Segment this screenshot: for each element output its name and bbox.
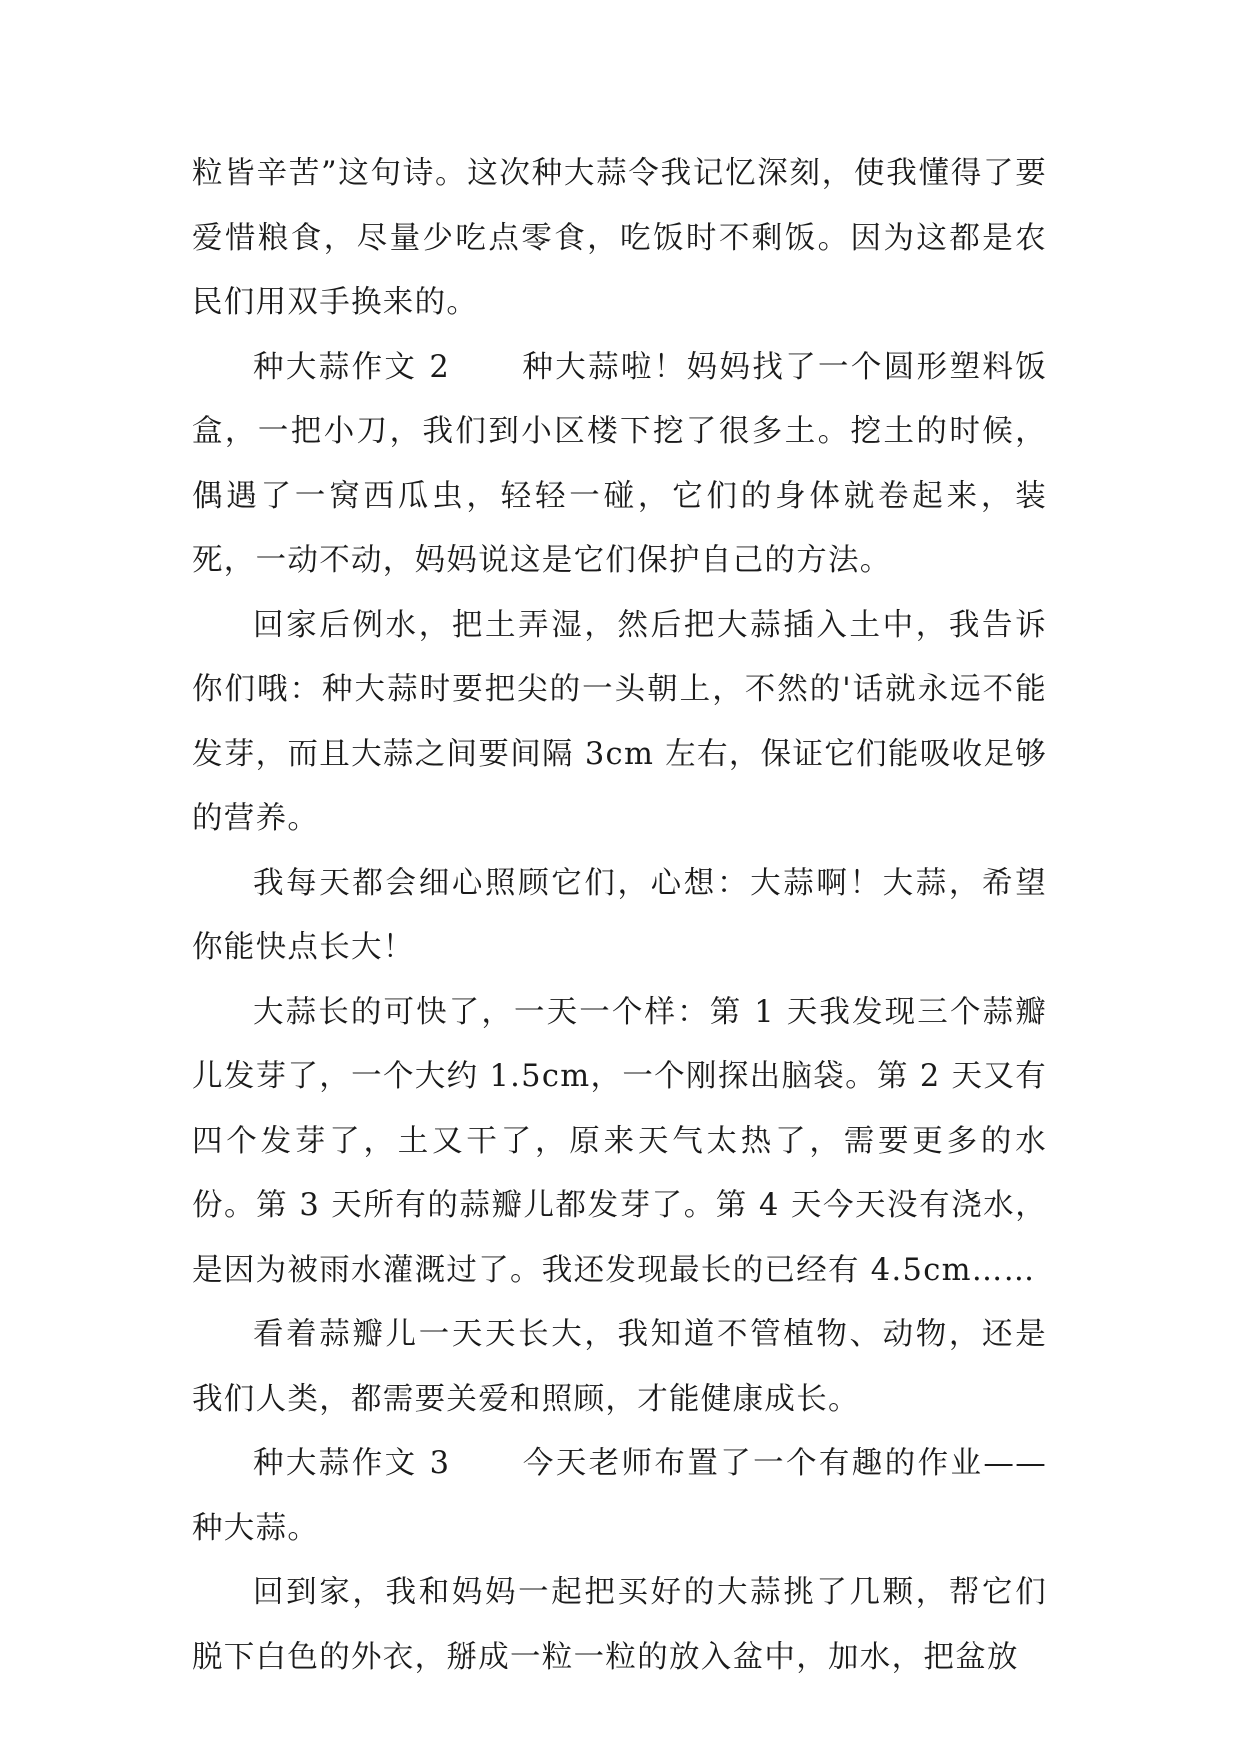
paragraph bbox=[192, 594, 1047, 852]
paragraph-with-heading bbox=[192, 336, 1047, 594]
paragraph bbox=[192, 142, 1047, 336]
paragraph-with-heading bbox=[192, 1432, 1047, 1561]
paragraph bbox=[192, 981, 1047, 1304]
paragraph-text: 回家后例水，把土弄湿，然后把大蒜插入土中，我告诉你们哦：种大蒜时要把尖的一头朝上，不然的'话就永远不能发芽，而且大蒜之间要间隔 3cm 左右，保证它们能吸收足够的营养。 bbox=[192, 607, 1047, 836]
paragraph bbox=[192, 1561, 1047, 1690]
paragraph-text: 看着蒜瓣儿一天天长大，我知道不管植物、动物，还是我们人类，都需要关爱和照顾，才能健康成长。 bbox=[192, 1317, 1047, 1417]
paragraph-text: 粒皆辛苦”这句诗。这次种大蒜令我记忆深刻，使我懂得了要爱惜粮食，尽量少吃点零食，吃饭时不剩饭。因为这都是农民们用双手换来的。 bbox=[192, 156, 1047, 320]
section-heading: 种大蒜作文 3 bbox=[253, 1446, 451, 1481]
paragraph bbox=[192, 852, 1047, 981]
paragraph bbox=[192, 1303, 1047, 1432]
paragraph-text: 种大蒜啦！妈妈找了一个圆形塑料饭盒，一把小刀，我们到小区楼下挖了很多土。挖土的时候，偶遇了一窝西瓜虫，轻轻一碰，它们的身体就卷起来，装死，一动不动，妈妈说这是它们保护自己的方法。 bbox=[192, 349, 1047, 578]
section-heading: 种大蒜作文 2 bbox=[253, 349, 451, 385]
paragraph-text: 大蒜长的可快了，一天一个样：第 1 天我发现三个蒜瓣儿发芽了，一个大约 1.5cm，一个刚探出脑袋。第 2 天又有四个发芽了，土又干了，原来天气太热了，需要更多的水份。第 3 天所有的蒜瓣儿都发芽了。第 4 天今天没有浇水，是因为被雨水灌溉过了。我还发现最长的已经有 4.5cm…… bbox=[192, 994, 1047, 1288]
paragraph-text: 今天老师布置了一个有趣的作业——种大蒜。 bbox=[192, 1446, 1047, 1546]
document-body bbox=[192, 142, 1047, 1690]
paragraph-text: 我每天都会细心照顾它们，心想：大蒜啊！大蒜，希望你能快点长大！ bbox=[192, 865, 1047, 965]
paragraph-text: 回到家，我和妈妈一起把买好的大蒜挑了几颗，帮它们脱下白色的外衣，掰成一粒一粒的放入盆中，加水，把盆放 bbox=[192, 1575, 1047, 1675]
